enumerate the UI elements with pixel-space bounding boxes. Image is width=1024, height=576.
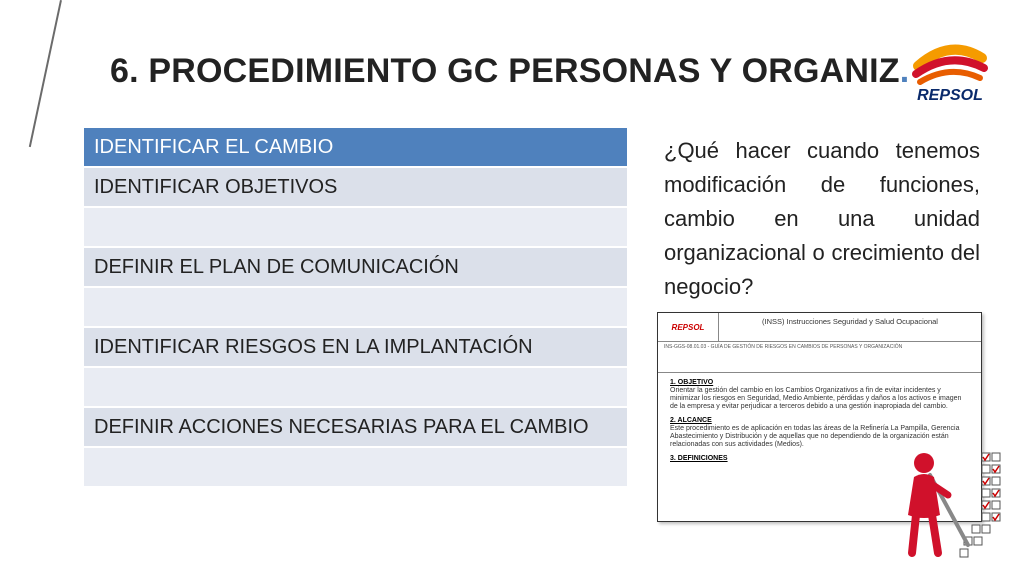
repsol-logo [900,28,1000,104]
step-row-3 [84,208,627,248]
checklist-figure-icon [900,435,1010,575]
step-row-1: IDENTIFICAR EL CAMBIO [84,128,627,168]
doc-section-1-text: Orientar la gestión del cambio en los Cambios Organizativos a fin de evitar incidentes y minimizar los riesgos en Seguridad, Medio Ambiente, pérdidas y daños a los activos e imagen de la empresa y evitar perjudicar a terceros debido a una gestión inapropiada del cambio. [670,387,962,410]
doc-section-2-text: Este procedimiento es de aplicación en todas las áreas de la Refinería La Pampilla, Gerencia Abastecimiento y Distribución y de aquellas que no dependiendo de la organización están relacionadas con sus actividades (Medios). [670,425,960,448]
slide-title-dot: . [899,52,910,90]
slide-title [110,52,909,91]
steps-table [84,128,627,488]
doc-title: (INSS) Instrucciones Seguridad y Salud Ocupacional [762,317,938,326]
step-row-2: IDENTIFICAR OBJETIVOS [84,168,627,208]
doc-section-2-heading: 2. ALCANCE [670,417,712,424]
doc-header [658,313,981,342]
step-row-4: DEFINIR EL PLAN DE COMUNICACIÓN [84,248,627,288]
doc-subtitle: INS-GGS-08.01.03 - GUÍA DE GESTIÓN DE RIESGOS EN CAMBIOS DE PERSONAS Y ORGANIZACIÓN [658,342,981,373]
doc-section-1-heading: 1. OBJETIVO [670,379,714,386]
decorative-line [29,0,62,147]
step-row-9 [84,448,627,488]
doc-section-1 [658,373,981,411]
step-row-7 [84,368,627,408]
question-text: ¿Qué hacer cuando tenemos modificación de funciones, cambio en una unidad organizacional o crecimiento del negocio? [664,138,980,299]
slide-title-text: 6. PROCEDIMIENTO GC PERSONAS Y ORGANIZ [110,52,900,90]
logo-wordmark: REPSOL [917,87,983,104]
step-row-8: DEFINIR ACCIONES NECESARIAS PARA EL CAMBIO [84,408,627,448]
doc-section-3-heading: 3. DEFINICIONES [670,455,728,462]
step-row-6: IDENTIFICAR RIESGOS EN LA IMPLANTACIÓN [84,328,627,368]
step-row-5 [84,288,627,328]
doc-logo: REPSOL [658,313,719,341]
